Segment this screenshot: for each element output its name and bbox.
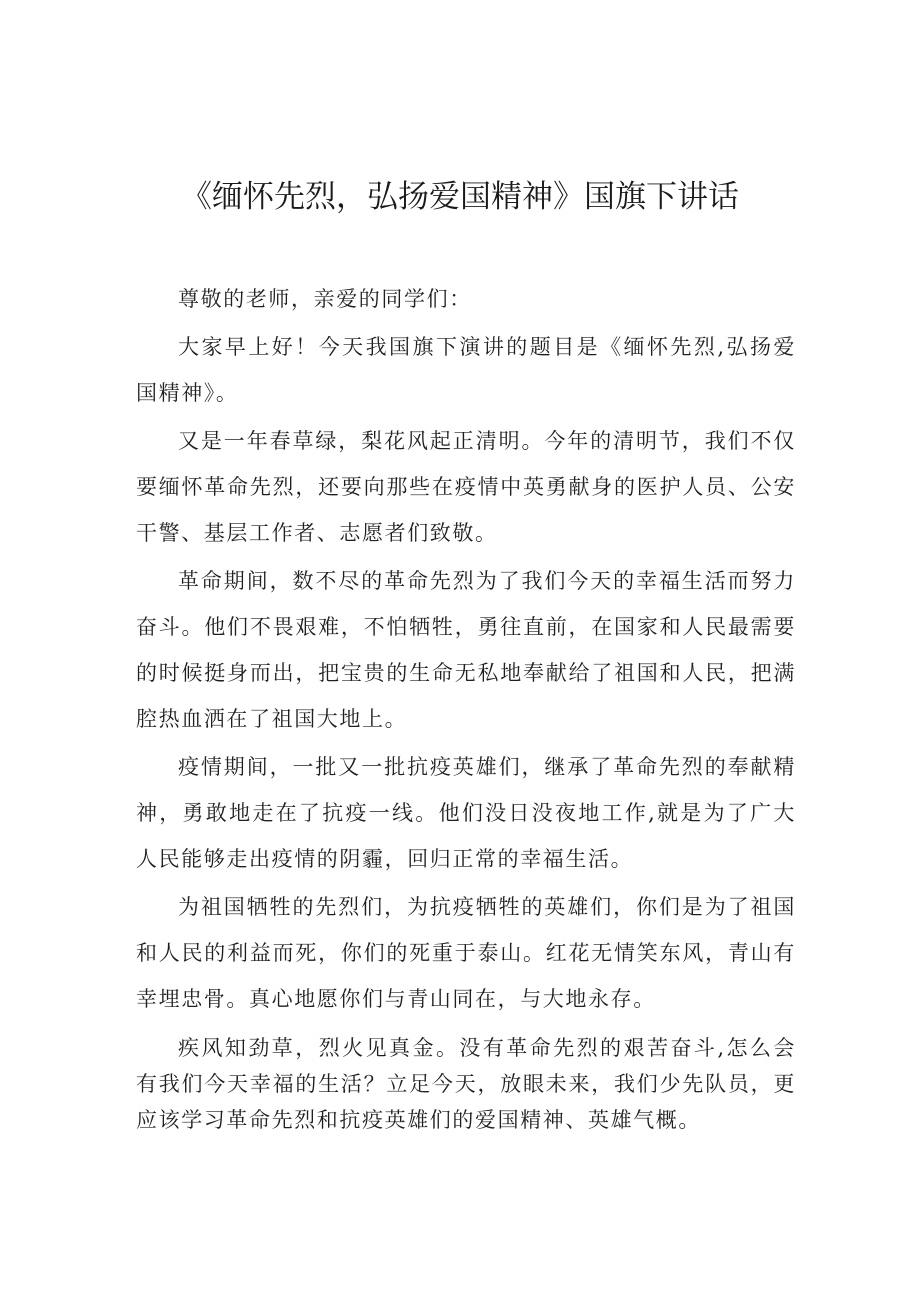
- paragraph-opening: 大家早上好！今天我国旗下演讲的题目是《缅怀先烈,弘扬爱国精神》。: [136, 335, 796, 405]
- paragraph-greeting: 尊敬的老师，亲爱的同学们：: [178, 287, 472, 311]
- paragraph-qingming: 又是一年春草绿，梨花风起正清明。今年的清明节，我们不仅要缅怀革命先烈，还要向那些在疫情中英勇献身的医护人员、公安干警、基层工作者、志愿者们致敬。: [136, 429, 796, 545]
- document-title: 《缅怀先烈，弘扬爱国精神》国旗下讲话: [181, 179, 739, 215]
- paragraph-tribute: 为祖国牺牲的先烈们，为抗疫牺牲的英雄们，你们是为了祖国和人民的利益而死，你们的死重于泰山。红花无情笑东风，青山有幸埋忠骨。真心地愿你们与青山同在，与大地永存。: [136, 895, 796, 1011]
- document-body: [136, 276, 796, 1138]
- paragraph-epidemic: 疫情期间，一批又一批抗疫英雄们，继承了革命先烈的奉献精神，勇敢地走在了抗疫一线。他们没日没夜地工作,就是为了广大人民能够走出疫情的阴霾，回归正常的幸福生活。: [136, 755, 796, 871]
- paragraph-closing: 疾风知劲草，烈火见真金。没有革命先烈的艰苦奋斗,怎么会有我们今天幸福的生活？立足今天，放眼未来，我们少先队员，更应该学习革命先烈和抗疫英雄们的爱国精神、英雄气概。: [136, 1036, 796, 1132]
- paragraph-revolution: 革命期间，数不尽的革命先烈为了我们今天的幸福生活而努力奋斗。他们不畏艰难，不怕牺牲，勇往直前，在国家和人民最需要的时候挺身而出，把宝贵的生命无私地奉献给了祖国和人民，把满腔热血洒在了祖国大地上。: [136, 569, 796, 731]
